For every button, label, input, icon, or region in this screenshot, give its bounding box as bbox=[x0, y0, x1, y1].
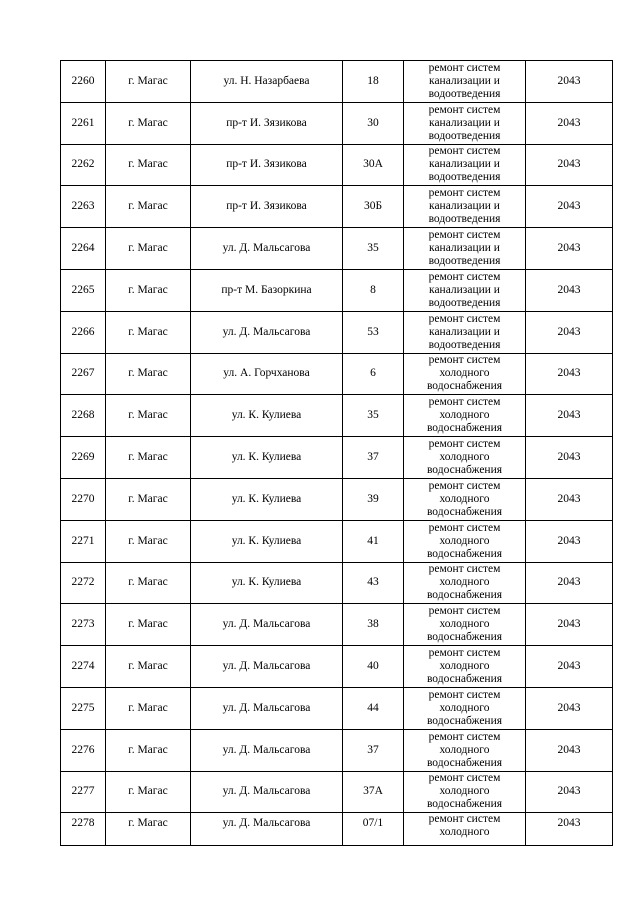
row-number-cell: 2273 bbox=[61, 604, 106, 646]
city-cell: г. Магас bbox=[106, 478, 191, 520]
table-row bbox=[61, 478, 613, 520]
street-cell: ул. К. Кулиева bbox=[191, 395, 343, 437]
planned-year-cell: 2043 bbox=[526, 687, 613, 729]
work-type-cell: ремонт систем канализации и водоотведения bbox=[404, 186, 526, 228]
row-number-cell: 2275 bbox=[61, 687, 106, 729]
house-number-cell: 53 bbox=[343, 311, 404, 353]
table-body bbox=[61, 61, 613, 846]
work-type-cell: ремонт систем холодного водоснабжения bbox=[404, 437, 526, 479]
row-number-cell: 2260 bbox=[61, 61, 106, 103]
work-type-cell: ремонт систем канализации и водоотведения bbox=[404, 228, 526, 270]
house-number-cell: 30А bbox=[343, 144, 404, 186]
work-type-cell: ремонт систем канализации и водоотведения bbox=[404, 269, 526, 311]
table-row bbox=[61, 395, 613, 437]
work-type-cell: ремонт систем холодного водоснабжения bbox=[404, 646, 526, 688]
city-cell: г. Магас bbox=[106, 102, 191, 144]
work-type-cell: ремонт систем холодного водоснабжения bbox=[404, 562, 526, 604]
work-type-cell: ремонт систем холодного водоснабжения bbox=[404, 687, 526, 729]
city-cell: г. Магас bbox=[106, 228, 191, 270]
row-number-cell: 2265 bbox=[61, 269, 106, 311]
row-number-cell: 2272 bbox=[61, 562, 106, 604]
work-type-cell: ремонт систем холодного водоснабжения bbox=[404, 729, 526, 771]
house-number-cell: 37А bbox=[343, 771, 404, 813]
city-cell: г. Магас bbox=[106, 771, 191, 813]
house-number-cell: 18 bbox=[343, 61, 404, 103]
table-row bbox=[61, 729, 613, 771]
planned-year-cell: 2043 bbox=[526, 562, 613, 604]
house-number-cell: 35 bbox=[343, 228, 404, 270]
planned-year-cell: 2043 bbox=[526, 186, 613, 228]
house-number-cell: 44 bbox=[343, 687, 404, 729]
row-number-cell: 2271 bbox=[61, 520, 106, 562]
table-row bbox=[61, 646, 613, 688]
table-row bbox=[61, 61, 613, 103]
row-number-cell: 2269 bbox=[61, 437, 106, 479]
street-cell: ул. Д. Мальсагова bbox=[191, 646, 343, 688]
planned-year-cell: 2043 bbox=[526, 395, 613, 437]
row-number-cell: 2268 bbox=[61, 395, 106, 437]
planned-year-cell: 2043 bbox=[526, 729, 613, 771]
house-number-cell: 35 bbox=[343, 395, 404, 437]
planned-year-cell: 2043 bbox=[526, 228, 613, 270]
row-number-cell: 2266 bbox=[61, 311, 106, 353]
street-cell: ул. К. Кулиева bbox=[191, 520, 343, 562]
planned-year-cell: 2043 bbox=[526, 311, 613, 353]
planned-year-cell: 2043 bbox=[526, 604, 613, 646]
row-number-cell: 2267 bbox=[61, 353, 106, 395]
city-cell: г. Магас bbox=[106, 813, 191, 846]
city-cell: г. Магас bbox=[106, 520, 191, 562]
city-cell: г. Магас bbox=[106, 729, 191, 771]
row-number-cell: 2262 bbox=[61, 144, 106, 186]
row-number-cell: 2264 bbox=[61, 228, 106, 270]
street-cell: пр-т И. Зязикова bbox=[191, 144, 343, 186]
row-number-cell: 2261 bbox=[61, 102, 106, 144]
house-number-cell: 37 bbox=[343, 437, 404, 479]
city-cell: г. Магас bbox=[106, 61, 191, 103]
work-type-cell: ремонт систем канализации и водоотведения bbox=[404, 102, 526, 144]
table-row bbox=[61, 144, 613, 186]
planned-year-cell: 2043 bbox=[526, 61, 613, 103]
table-row bbox=[61, 437, 613, 479]
table-row bbox=[61, 311, 613, 353]
street-cell: ул. К. Кулиева bbox=[191, 478, 343, 520]
work-type-cell: ремонт систем холодного водоснабжения bbox=[404, 520, 526, 562]
house-number-cell: 38 bbox=[343, 604, 404, 646]
work-type-cell: ремонт систем холодного водоснабжения bbox=[404, 771, 526, 813]
planned-year-cell: 2043 bbox=[526, 144, 613, 186]
table-row bbox=[61, 186, 613, 228]
planned-year-cell: 2043 bbox=[526, 102, 613, 144]
table-row bbox=[61, 813, 613, 846]
house-number-cell: 39 bbox=[343, 478, 404, 520]
street-cell: ул. Д. Мальсагова bbox=[191, 228, 343, 270]
street-cell: пр-т М. Базоркина bbox=[191, 269, 343, 311]
house-number-cell: 43 bbox=[343, 562, 404, 604]
street-cell: ул. Д. Мальсагова bbox=[191, 729, 343, 771]
table-row bbox=[61, 520, 613, 562]
planned-year-cell: 2043 bbox=[526, 813, 613, 846]
city-cell: г. Магас bbox=[106, 604, 191, 646]
table-row bbox=[61, 102, 613, 144]
row-number-cell: 2278 bbox=[61, 813, 106, 846]
street-cell: ул. Д. Мальсагова bbox=[191, 771, 343, 813]
table-row bbox=[61, 269, 613, 311]
street-cell: ул. К. Кулиева bbox=[191, 437, 343, 479]
work-type-cell: ремонт систем канализации и водоотведения bbox=[404, 311, 526, 353]
city-cell: г. Магас bbox=[106, 186, 191, 228]
street-cell: ул. Д. Мальсагова bbox=[191, 311, 343, 353]
row-number-cell: 2276 bbox=[61, 729, 106, 771]
street-cell: ул. Д. Мальсагова bbox=[191, 604, 343, 646]
planned-year-cell: 2043 bbox=[526, 771, 613, 813]
street-cell: пр-т И. Зязикова bbox=[191, 186, 343, 228]
row-number-cell: 2263 bbox=[61, 186, 106, 228]
table-row bbox=[61, 687, 613, 729]
house-number-cell: 37 bbox=[343, 729, 404, 771]
row-number-cell: 2270 bbox=[61, 478, 106, 520]
work-type-cell: ремонт систем канализации и водоотведения bbox=[404, 144, 526, 186]
street-cell: ул. К. Кулиева bbox=[191, 562, 343, 604]
house-number-cell: 8 bbox=[343, 269, 404, 311]
table-row bbox=[61, 562, 613, 604]
house-number-cell: 30Б bbox=[343, 186, 404, 228]
row-number-cell: 2277 bbox=[61, 771, 106, 813]
planned-year-cell: 2043 bbox=[526, 520, 613, 562]
city-cell: г. Магас bbox=[106, 687, 191, 729]
street-cell: пр-т И. Зязикова bbox=[191, 102, 343, 144]
work-type-cell: ремонт систем холодного водоснабжения bbox=[404, 353, 526, 395]
city-cell: г. Магас bbox=[106, 395, 191, 437]
work-type-cell: ремонт систем холодного водоснабжения bbox=[404, 604, 526, 646]
planned-year-cell: 2043 bbox=[526, 353, 613, 395]
table-row bbox=[61, 228, 613, 270]
work-type-cell: ремонт систем канализации и водоотведения bbox=[404, 61, 526, 103]
city-cell: г. Магас bbox=[106, 646, 191, 688]
house-number-cell: 6 bbox=[343, 353, 404, 395]
city-cell: г. Магас bbox=[106, 437, 191, 479]
house-number-cell: 30 bbox=[343, 102, 404, 144]
table-row bbox=[61, 353, 613, 395]
city-cell: г. Магас bbox=[106, 353, 191, 395]
table-row bbox=[61, 771, 613, 813]
street-cell: ул. Д. Мальсагова bbox=[191, 813, 343, 846]
planned-year-cell: 2043 bbox=[526, 269, 613, 311]
street-cell: ул. А. Горчханова bbox=[191, 353, 343, 395]
street-cell: ул. Н. Назарбаева bbox=[191, 61, 343, 103]
planned-year-cell: 2043 bbox=[526, 646, 613, 688]
work-type-cell: ремонт систем холодного bbox=[404, 813, 526, 846]
city-cell: г. Магас bbox=[106, 269, 191, 311]
house-number-cell: 41 bbox=[343, 520, 404, 562]
planned-year-cell: 2043 bbox=[526, 478, 613, 520]
repair-schedule-table bbox=[60, 60, 613, 846]
row-number-cell: 2274 bbox=[61, 646, 106, 688]
city-cell: г. Магас bbox=[106, 562, 191, 604]
table-row bbox=[61, 604, 613, 646]
work-type-cell: ремонт систем холодного водоснабжения bbox=[404, 395, 526, 437]
city-cell: г. Магас bbox=[106, 144, 191, 186]
work-type-cell: ремонт систем холодного водоснабжения bbox=[404, 478, 526, 520]
city-cell: г. Магас bbox=[106, 311, 191, 353]
house-number-cell: 40 bbox=[343, 646, 404, 688]
street-cell: ул. Д. Мальсагова bbox=[191, 687, 343, 729]
planned-year-cell: 2043 bbox=[526, 437, 613, 479]
house-number-cell: 07/1 bbox=[343, 813, 404, 846]
